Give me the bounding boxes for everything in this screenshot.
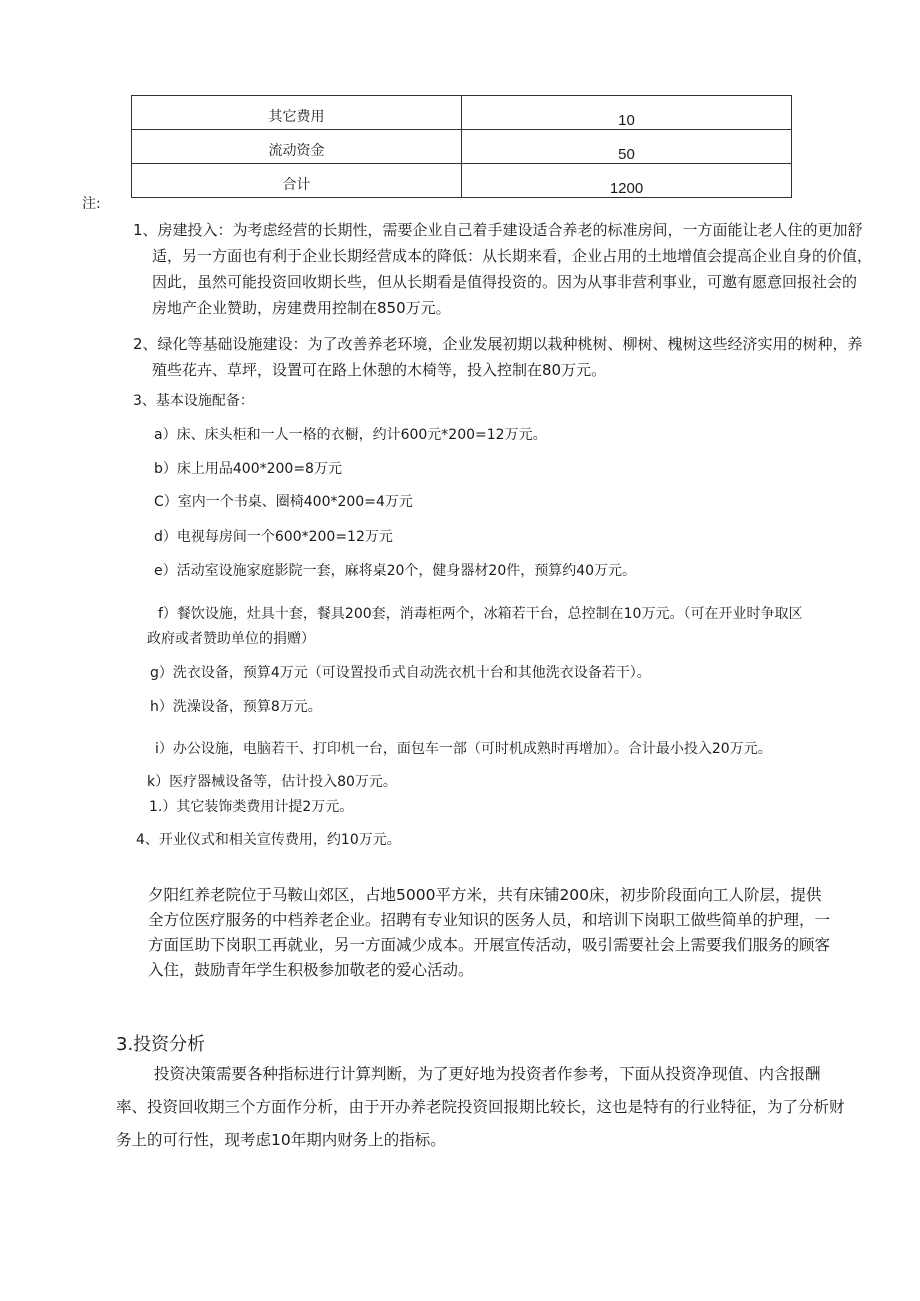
note-1 [133, 217, 872, 321]
item-c: C）室内一个书桌、圈椅400*200=4万元 [154, 494, 413, 510]
table-cell-amount: 50 [462, 130, 792, 164]
table-cell-amount: 1200 [462, 164, 792, 198]
item-h: h）洗澡设备，预算8万元。 [150, 699, 322, 715]
table-row [132, 96, 792, 130]
table-cell-amount: 10 [462, 96, 792, 130]
note-1-line: 房地产企业赞助，房建费用控制在850万元。 [152, 299, 451, 317]
note-1-line: 因此，虽然可能投资回收期长些，但从长期看是值得投资的。因为从事非营利事业，可邀有愿意回报社会的 [152, 273, 858, 291]
intro-line: 夕阳红养老院位于马鞍山郊区，占地5000平方米，共有床铺200床，初步阶段面向工人阶层，提供 [148, 886, 822, 904]
note-2-line: 2、绿化等基础设施建设：为了改善养老环境，企业发展初期以栽种桃树、柳树、槐树这些经济实用的树种，养 [133, 335, 863, 353]
section-line: 务上的可行性，现考虑10年期内财务上的指标。 [116, 1131, 446, 1149]
intro-line: 全方位医疗服务的中档养老企业。招聘有专业知识的医务人员，和培训下岗职工做些简单的护理，一 [148, 911, 831, 929]
item-d: d）电视每房间一个600*200=12万元 [154, 529, 393, 545]
table-cell-item: 合计 [132, 164, 462, 198]
item-f-line1: f）餐饮设施，灶具十套，餐具200套，消毒柜两个，冰箱若干台，总控制在10万元。（可在开业时争取区 [158, 606, 803, 622]
note-3-heading: 3、基本设施配备： [133, 393, 254, 409]
item-f-line2: 政府或者赞助单位的捐赠） [147, 631, 315, 647]
note-1-line: 适，另一方面也有利于企业长期经营成本的降低：从长期来看，企业占用的土地增值会提高企业自身的价值， [152, 247, 873, 265]
note-2-line: 殖些花卉、草坪，设置可在路上休憩的木椅等，投入控制在80万元。 [152, 361, 607, 379]
intro-line: 入住，鼓励青年学生积极参加敬老的爱心活动。 [148, 961, 474, 979]
notes-label: 注: [82, 196, 101, 212]
item-a: a）床、床头柜和一人一格的衣橱，约计600元*200=12万元。 [154, 427, 547, 443]
item-b: b）床上用品400*200=8万元 [154, 461, 342, 477]
section-heading: 3.投资分析 [116, 1034, 206, 1055]
table-row [132, 164, 792, 198]
intro-line: 方面匡助下岗职工再就业，另一方面减少成本。开展宣传活动，吸引需要社会上需要我们服务的顾客 [148, 936, 831, 954]
table-cell-item: 流动资金 [132, 130, 462, 164]
section-line: 率、投资回收期三个方面作分析，由于开办养老院投资回报期比较长，这也是特有的行业特征，为了分析财 [116, 1098, 845, 1116]
item-l: 1.）其它装饰类费用计提2万元。 [149, 799, 354, 815]
item-g: g）洗衣设备，预算4万元（可设置投币式自动洗衣机十台和其他洗衣设备若干）。 [150, 665, 651, 681]
note-2 [133, 331, 863, 383]
note-4: 4、开业仪式和相关宣传费用，约10万元。 [136, 832, 401, 848]
item-k: k）医疗器械设备等，估计投入80万元。 [147, 774, 397, 790]
section-line: 投资决策需要各种指标进行计算判断，为了更好地为投资者作参考，下面从投资净现值、内含报酬 [154, 1065, 821, 1083]
item-i: i）办公设施，电脑若干、打印机一台，面包车一部（可时机成熟时再增加）。合计最小投入20万元。 [155, 741, 772, 757]
note-1-line: 1、房建投入：为考虑经营的长期性，需要企业自己着手建设适合养老的标准房间，一方面能让老人住的更加舒 [133, 221, 863, 239]
table-row [132, 130, 792, 164]
cost-table [131, 95, 792, 198]
item-e: e）活动室设施家庭影院一套，麻将桌20个，健身器材20件，预算约40万元。 [154, 563, 637, 579]
intro-paragraph [148, 883, 848, 983]
table-cell-item: 其它费用 [132, 96, 462, 130]
section-paragraph [116, 1058, 848, 1157]
